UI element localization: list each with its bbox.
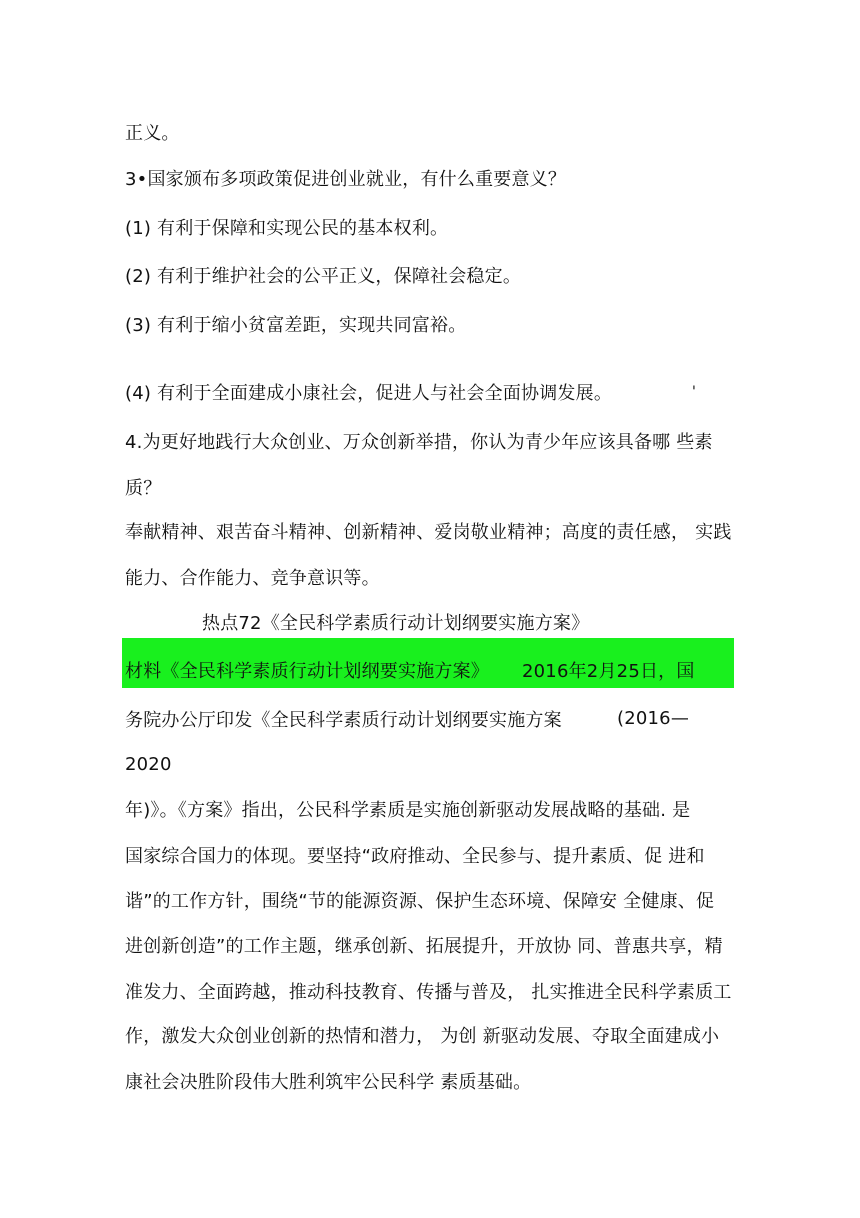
answer-4-line-1: 奉献精神、艰苦奋斗精神、创新精神、爱岗敬业精神；高度的责任感， 实践: [125, 522, 732, 543]
answer-3-item-4: (4) 有利于全面建成小康社会，促进人与社会全面协调发展。: [125, 383, 613, 404]
section-heading: 热点72《全民科学素质行动计划纲要实施方案》: [202, 613, 590, 634]
stray-mark: ': [692, 384, 696, 400]
answer-3-item-2: (2) 有利于维护社会的公平正义，保障社会稳定。: [125, 266, 522, 287]
text-line-1: 正义。: [125, 123, 180, 144]
question-4-line-1: 4.为更好地践行大众创业、万众创新举措，你认为青少年应该具备哪 些素: [125, 432, 713, 453]
material-line-3: 2020: [125, 754, 172, 775]
material-line-4: 年)》。《方案》指出，公民科学素质是实施创新驱动发展战略的基础. 是: [125, 800, 691, 821]
material-line-1a: 材料《全民科学素质行动计划纲要实施方案》: [125, 661, 489, 682]
material-line-2a: 务院办公厅印发《全民科学素质行动计划纲要实施方案: [125, 710, 562, 731]
question-3: 3•国家颁布多项政策促进创业就业，有什么重要意义？: [125, 169, 567, 190]
material-line-8: 准发力、全面跨越，推动科技教育、传播与普及， 扎实推进全民科学素质工: [125, 982, 732, 1003]
answer-3-item-3: (3) 有利于缩小贫富差距，实现共同富裕。: [125, 315, 467, 336]
material-line-6: 谐”的工作方针，围绕“节的能源资源、保护生态环境、保障安 全健康、促: [125, 891, 715, 912]
material-line-9: 作，激发大众创业创新的热情和潜力， 为创 新驱动发展、夺取全面建成小: [125, 1026, 720, 1047]
answer-3-item-1: (1) 有利于保障和实现公民的基本权利。: [125, 218, 449, 239]
material-line-2b: (2016—: [617, 708, 690, 729]
answer-4-line-2: 能力、合作能力、竞争意识等。: [125, 568, 380, 589]
material-line-5: 国家综合国力的体现。要坚持“政府推动、全民参与、提升素质、促 进和: [125, 846, 705, 867]
material-line-1b: 2016年2月25日，国: [522, 661, 695, 682]
material-line-10: 康社会决胜阶段伟大胜利筑牢公民科学 素质基础。: [125, 1072, 532, 1093]
material-line-7: 进创新创造”的工作主题，继承创新、拓展提升，开放协 同、普惠共享，精: [125, 936, 723, 957]
question-4-line-2: 质？: [125, 478, 162, 499]
